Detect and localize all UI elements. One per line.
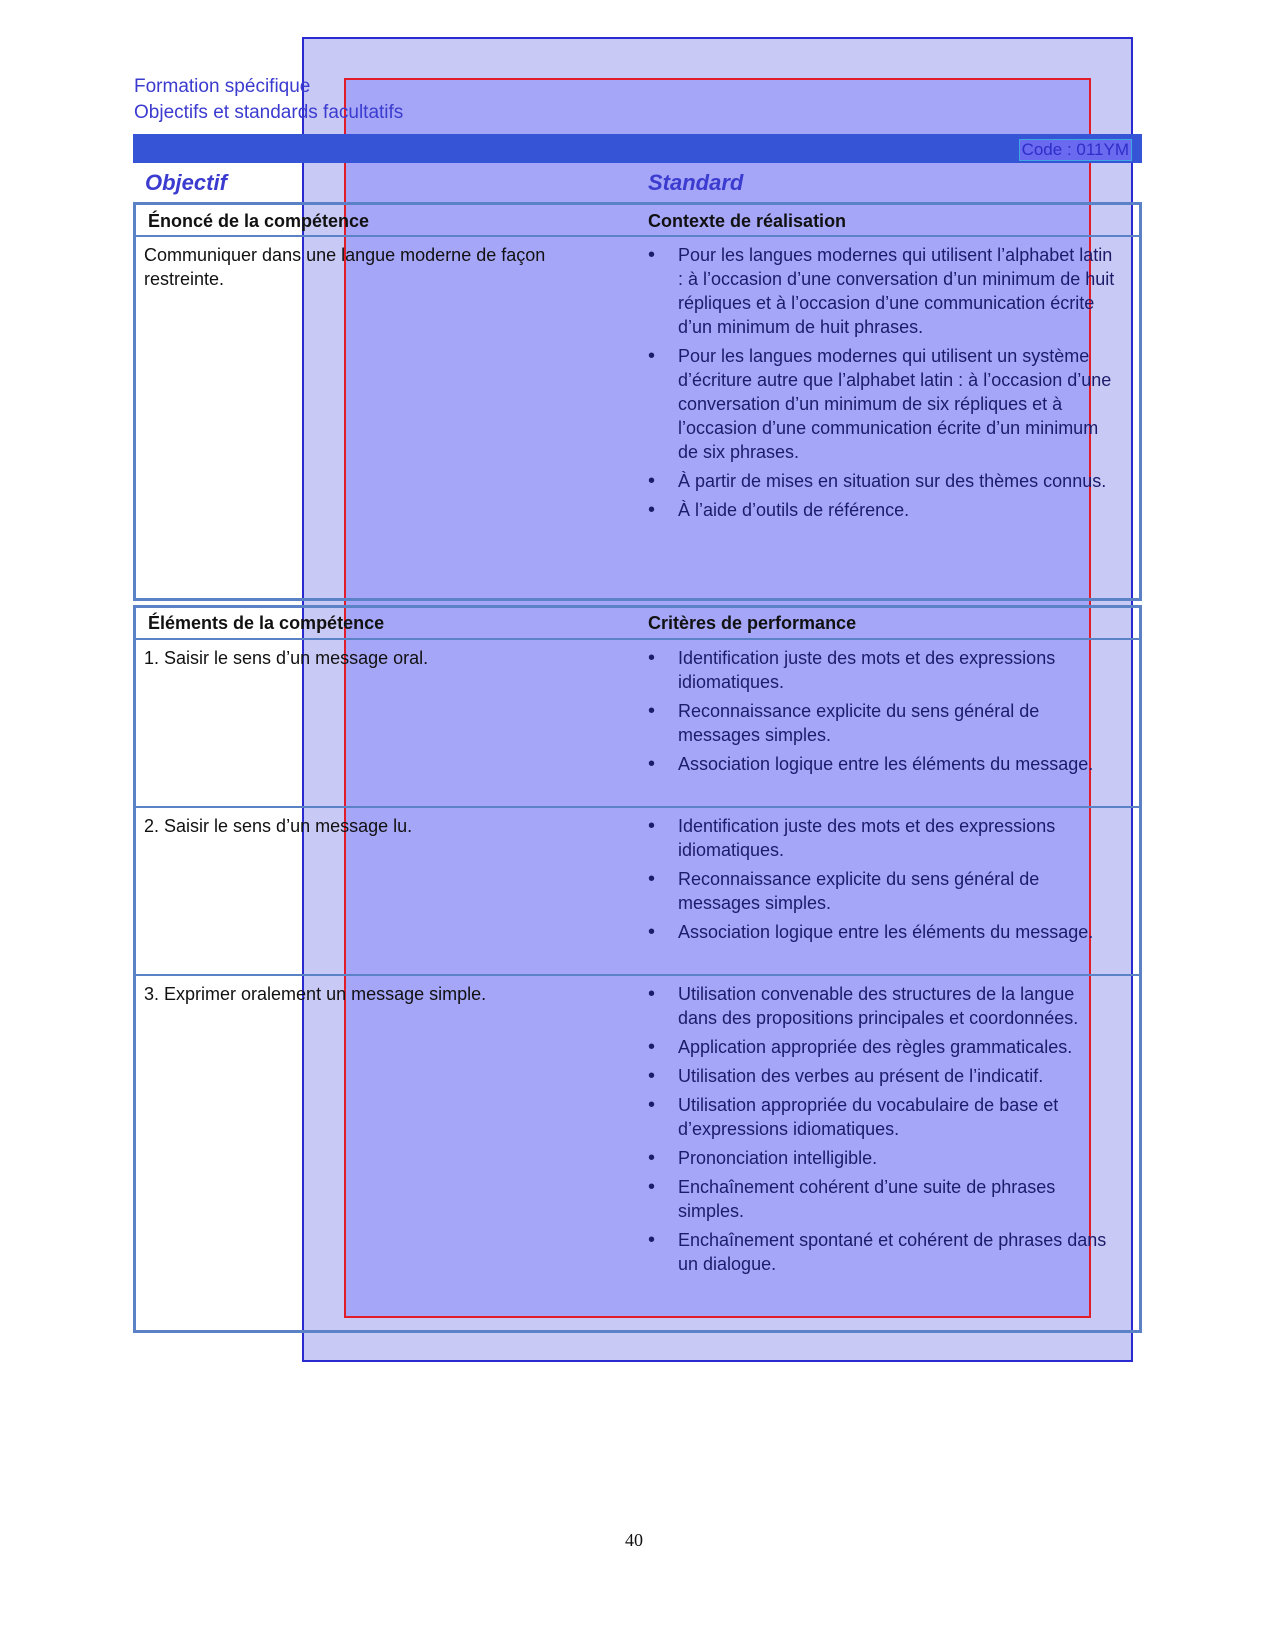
criteria-item: • Utilisation convenable des structures de la langue dans des propositions principales et coordonnées. <box>648 982 1118 1030</box>
element-label: 3. Exprimer oralement un message simple. <box>144 984 487 1004</box>
element-label: 2. Saisir le sens d’un message lu. <box>144 816 413 836</box>
context-item: • Pour les langues modernes qui utilisent l’alphabet latin : à l’occasion d’une conversation d’un minimum de huit répliques et à l’occasion d’une communication écrite d’un minimum de huit phrases. <box>648 243 1118 339</box>
criteria-list <box>648 646 1118 781</box>
criteria-item: • Association logique entre les éléments du message. <box>648 920 1118 944</box>
context-item: • À partir de mises en situation sur des thèmes connus. <box>648 469 1118 493</box>
element-row <box>136 974 1139 1330</box>
criteria-item: • Reconnaissance explicite du sens général de messages simples. <box>648 699 1118 747</box>
elements-heading: Éléments de la compétence <box>148 613 385 633</box>
context-item: • À l’aide d’outils de référence. <box>648 498 1118 522</box>
statement-row <box>136 235 1139 598</box>
criteria-item: • Association logique entre les éléments du message. <box>648 752 1118 776</box>
criteria-item: • Identification juste des mots et des expressions idiomatiques. <box>648 814 1118 862</box>
criteria-item: • Identification juste des mots et des expressions idiomatiques. <box>648 646 1118 694</box>
context-list <box>648 243 1118 527</box>
competence-elements-section <box>133 605 1142 1333</box>
criteria-item: • Enchaînement cohérent d’une suite de phrases simples. <box>648 1175 1118 1223</box>
competence-statement: Communiquer dans une langue moderne de façon restreinte. <box>144 245 546 289</box>
criteria-list <box>648 814 1118 949</box>
criteria-item: • Utilisation des verbes au présent de l’indicatif. <box>648 1064 1118 1088</box>
competence-statement-section <box>133 202 1142 601</box>
criteria-item: • Enchaînement spontané et cohérent de phrases dans un dialogue. <box>648 1228 1118 1276</box>
element-row <box>136 806 1139 974</box>
column-title-objective: Objectif <box>145 170 227 195</box>
context-heading: Contexte de réalisation <box>648 211 847 231</box>
page-number: 40 <box>625 1530 643 1550</box>
column-title-standard: Standard <box>648 170 744 195</box>
criteria-item: • Utilisation appropriée du vocabulaire de base et d’expressions idiomatiques. <box>648 1093 1118 1141</box>
criteria-list <box>648 982 1118 1281</box>
header-line-2: Objectifs et standards facultatifs <box>134 102 404 123</box>
criteria-item: • Reconnaissance explicite du sens général de messages simples. <box>648 867 1118 915</box>
element-label: 1. Saisir le sens d’un message oral. <box>144 648 429 668</box>
header-line-1: Formation spécifique <box>134 76 311 97</box>
criteria-item: • Application appropriée des règles grammaticales. <box>648 1035 1118 1059</box>
element-row <box>136 638 1139 806</box>
code-bar <box>133 134 1142 163</box>
course-code: Code : 011YM <box>1019 139 1132 161</box>
criteria-item: • Prononciation intelligible. <box>648 1146 1118 1170</box>
statement-heading: Énoncé de la compétence <box>148 211 370 231</box>
context-item: • Pour les langues modernes qui utilisent un système d’écriture autre que l’alphabet latin : à l’occasion d’une conversation d’un minimum de six répliques et à l’occasion d’une communication écrite d’un minimum de six phrases. <box>648 344 1118 464</box>
criteria-heading: Critères de performance <box>648 613 857 633</box>
